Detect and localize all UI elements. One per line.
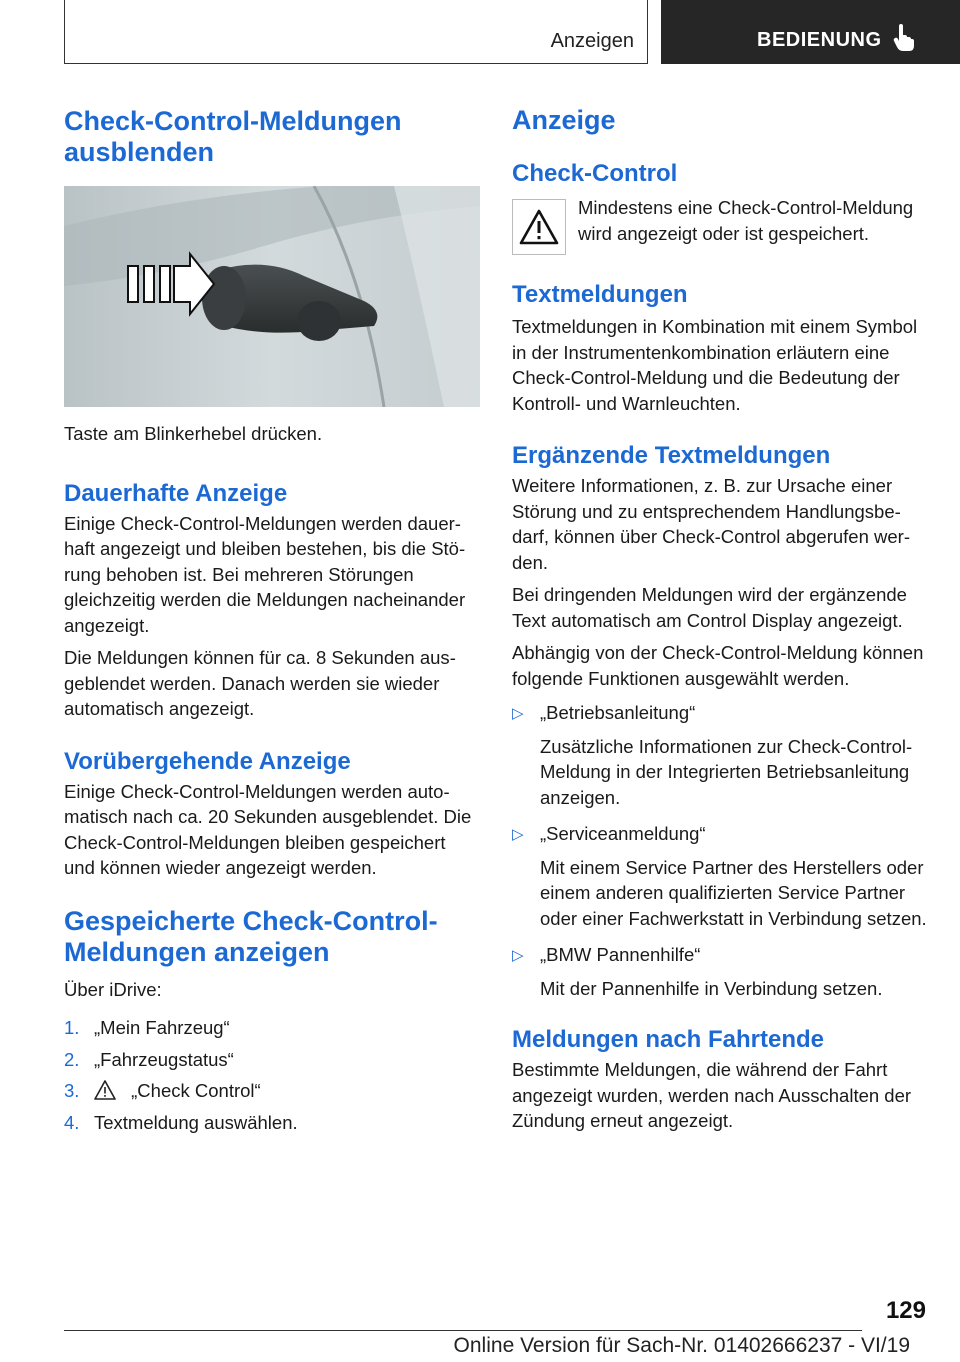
symbol-box <box>512 199 566 255</box>
bullet-triangle-icon: ▷ <box>512 705 524 722</box>
heading-supplementary-messages: Ergänzende Textmeldungen <box>512 442 831 469</box>
option-label: „BMW Pannenhilfe“ <box>540 944 701 965</box>
section-title-display: Anzeige <box>512 105 616 135</box>
step-text: Textmeldung auswählen. <box>94 1111 298 1133</box>
temporary-display-text: Einige Check-Control-Meldungen werden automatisch nach ca. 20 Sekunden ausgeblendet. Die Check-Control-Meldungen bleiben gespeichert und können wieder angezeigt werden. <box>64 780 472 878</box>
step-number: 3. <box>64 1080 80 1101</box>
messages-after-trip-text: Bestimmte Meldungen, die während der Fahrt angezeigt wurden, werden nach Ausschalten der Zündung erneut angezeigt. <box>512 1059 912 1131</box>
check-control-symbol-row <box>512 195 928 255</box>
left-column <box>64 100 480 1141</box>
stored-messages-steps <box>64 1015 480 1135</box>
step-number: 1. <box>64 1017 80 1038</box>
header-chapter-tab <box>661 0 960 64</box>
warning-triangle-icon <box>94 1080 116 1100</box>
list-item <box>64 1110 480 1136</box>
heading-text-messages: Textmeldungen <box>512 281 688 308</box>
pointing-hand-icon <box>893 24 915 52</box>
list-item <box>512 700 928 810</box>
list-item <box>512 821 928 931</box>
step-text: „Check Control“ <box>131 1080 261 1101</box>
list-item <box>64 1078 480 1104</box>
bullet-triangle-icon: ▷ <box>512 947 524 964</box>
list-item <box>64 1015 480 1041</box>
supplementary-text-1: Weitere Informationen, z. B. zur Ursache einer Störung und zu entsprechendem Handlungsbedarf, können über Check-Control abgerufen werden. <box>512 475 910 573</box>
heading-check-control: Check-Control <box>512 160 678 187</box>
step-number: 4. <box>64 1111 80 1133</box>
section-title-stored-messages: Gespeicherte Check-Control-Meldungen anzeigen <box>64 905 438 967</box>
heading-temporary-display: Vorübergehende Anzeige <box>64 747 351 775</box>
option-description: Mit einem Service Partner des Herstellers oder einem anderen qualifizierten Service Partner oder einer Fachwerkstatt in Verbindung setzen. <box>540 856 927 929</box>
step-text: „Fahrzeugstatus“ <box>94 1048 234 1070</box>
list-item <box>64 1047 480 1073</box>
supplementary-text-3: Abhängig von der Check-Control-Meldung können folgende Funktionen ausgewählt werden. <box>512 642 924 689</box>
option-description: Mit der Pannenhilfe in Verbindung setzen. <box>540 977 883 999</box>
option-label: „Serviceanmeldung“ <box>540 823 706 844</box>
footer-online-version: Online Version für Sach-Nr. 01402666237 - VI/19 <box>453 1334 910 1357</box>
text-messages-text: Textmeldungen in Kombination mit einem Symbol in der Instrumentenkombination erläutern eine Check-Control-Meldung und die Bedeutung der Kontroll- und Warnleuchten. <box>512 316 918 414</box>
option-label: „Betriebsanleitung“ <box>540 702 696 723</box>
turn-signal-lever-illustration <box>64 186 480 407</box>
illustration-caption: Taste am Blinkerhebel drücken. <box>64 423 323 444</box>
heading-permanent-display: Dauerhafte Anzeige <box>64 479 288 507</box>
warning-triangle-icon <box>519 209 559 245</box>
header-chapter-label: BEDIENUNG <box>757 29 882 51</box>
heading-messages-after-trip: Meldungen nach Fahrtende <box>512 1026 825 1053</box>
section-title-hide-messages: Check-Control-Meldungen ausblenden <box>64 106 402 167</box>
step-number: 2. <box>64 1048 80 1070</box>
check-control-text: Mindestens eine Check-Control-Meldung wird angezeigt oder ist gespeichert. <box>578 197 914 244</box>
permanent-display-text-1: Einige Check-Control-Meldungen werden dauerhaft angezeigt und bleiben bestehen, bis die Störung behoben ist. Bei mehreren Störungen gleichzeitig werden die Meldungen nacheinander angezeigt. <box>64 512 466 636</box>
function-options-list <box>512 700 928 1001</box>
right-column <box>512 100 928 1134</box>
list-item <box>512 942 928 1001</box>
bullet-triangle-icon: ▷ <box>512 826 524 843</box>
idrive-intro: Über iDrive: <box>64 978 162 1000</box>
footer-divider <box>64 1330 862 1331</box>
permanent-display-text-2: Die Meldungen können für ca. 8 Sekunden ausgeblendet werden. Danach werden sie wieder automatisch angezeigt. <box>64 647 456 719</box>
page-number: 129 <box>885 1297 926 1324</box>
option-description: Zusätzliche Informationen zur Check-Control-Meldung in der Integrierten Betriebsanleitung anzeigen. <box>540 735 913 808</box>
step-text: „Mein Fahrzeug“ <box>94 1017 230 1038</box>
supplementary-text-2: Bei dringenden Meldungen wird der ergänzende Text automatisch am Control Display angezeigt. <box>512 584 907 631</box>
header-section-title: Anzeigen <box>550 30 634 52</box>
